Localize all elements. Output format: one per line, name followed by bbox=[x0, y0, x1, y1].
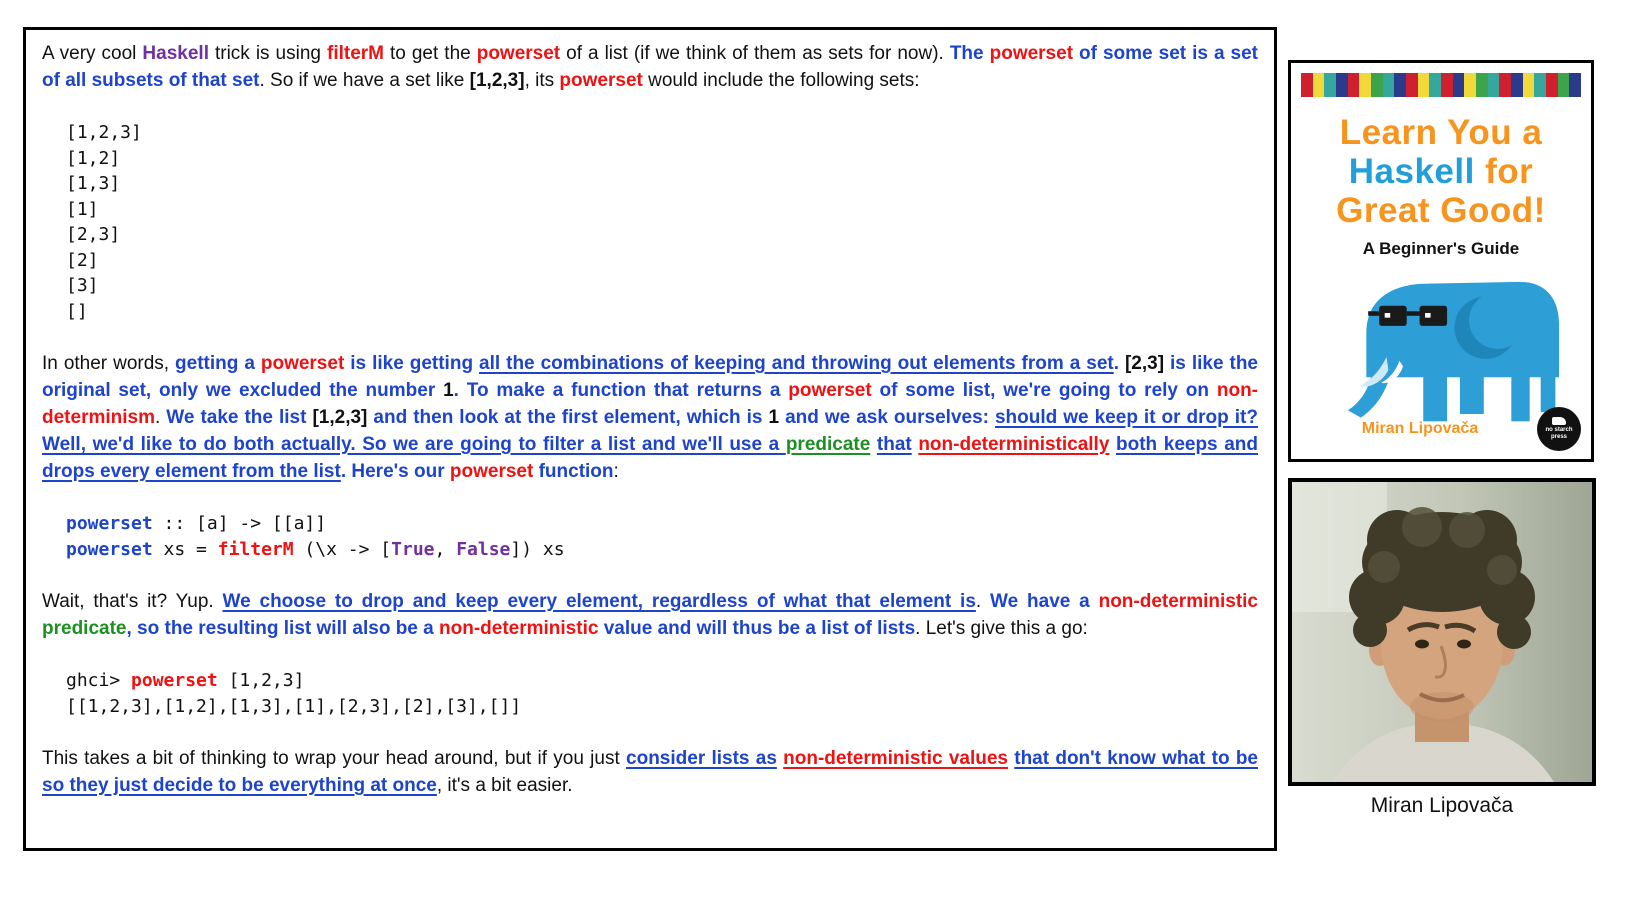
stripe-bar bbox=[1313, 73, 1325, 97]
stripe-bar bbox=[1418, 73, 1430, 97]
stripe-bar bbox=[1534, 73, 1546, 97]
code-line: [2,3] bbox=[66, 224, 121, 245]
code-block-powerset-listing bbox=[42, 120, 1258, 324]
stripe-bar bbox=[1523, 73, 1535, 97]
code-block-powerset-function bbox=[42, 511, 1258, 562]
article-panel bbox=[23, 27, 1277, 851]
cover-author-name: Miran Lipovača bbox=[1361, 420, 1479, 437]
paragraph-intro: A very cool Haskell trick is using filterM to get the powerset of a list (if we think of them as sets for now). The powerset of some set is a set of all subsets of that set. So if we have a set like [1,2,3], its powerset would include the following sets: bbox=[42, 43, 1259, 91]
stripe-bar bbox=[1336, 73, 1348, 97]
code-line: powerset xs = filterM (\x -> [True, False]) xs bbox=[66, 538, 565, 560]
code-line: [[1,2,3],[1,2],[1,3],[1],[2,3],[2],[3],[]] bbox=[66, 695, 522, 717]
code-line: [] bbox=[66, 300, 88, 322]
stripe-bar bbox=[1406, 73, 1418, 97]
paragraph-explanation: In other words, getting a powerset is like getting all the combinations of keeping and throwing out elements from a set. [2,3] is like the original set, only we excluded the number 1. To make a function that returns a powerset of some list, we're going to rely on non-determinism. We take the list [1,2,3] and then look at the first element, which is 1 and we ask ourselves: should we keep it or drop it? Well, we'd like to do both actually. So we are going to filter a list and we'll use a predicate that non-deterministically both keeps and drops every element from the list. Here's our powerset function: bbox=[42, 353, 1259, 482]
stripe-bar bbox=[1348, 73, 1360, 97]
author-photo-frame bbox=[1288, 478, 1596, 786]
book-title-line1: Learn You a bbox=[1339, 113, 1543, 152]
code-line: [1,2,3] bbox=[66, 122, 142, 143]
stripe-bar bbox=[1511, 73, 1523, 97]
no-starch-press-logo: no starch press bbox=[1537, 407, 1581, 451]
code-line: [1,2] bbox=[66, 147, 121, 169]
stripe-bar bbox=[1394, 73, 1406, 97]
code-line: [1,3] bbox=[66, 173, 121, 194]
stripe-bar bbox=[1453, 73, 1465, 97]
stripe-bar bbox=[1558, 73, 1570, 97]
paragraph-wait: Wait, that's it? Yup. We choose to drop and keep every element, regardless of what that element is. We have a non-deterministic predicate, so the resulting list will also be a non-deterministic value and will thus be a list of lists. Let's give this a go: bbox=[42, 591, 1258, 639]
stripe-bar bbox=[1488, 73, 1500, 97]
code-line: [1] bbox=[66, 198, 99, 220]
stripe-bar bbox=[1371, 73, 1383, 97]
stripe-bar bbox=[1476, 73, 1488, 97]
press-iron-icon bbox=[1552, 417, 1566, 425]
book-title-line3: Great Good! bbox=[1336, 191, 1546, 230]
book-subtitle: A Beginner's Guide bbox=[1362, 239, 1520, 258]
author-portrait-image bbox=[1292, 482, 1592, 782]
book-title bbox=[1291, 113, 1591, 230]
stripe-bar bbox=[1499, 73, 1511, 97]
stripe-bar bbox=[1324, 73, 1336, 97]
paragraph-conclusion: This takes a bit of thinking to wrap your head around, but if you just consider lists as non-deterministic values that don't know what to be so they just decide to be everything at once, it's a bit easier. bbox=[42, 748, 1258, 796]
stripe-bar bbox=[1546, 73, 1558, 97]
book-title-line2: Haskell for bbox=[1348, 152, 1534, 191]
code-line: powerset :: [a] -> [[a]] bbox=[66, 513, 327, 534]
stripe-bar bbox=[1301, 73, 1313, 97]
elephant-illustration bbox=[1329, 269, 1573, 425]
stripe-bar bbox=[1429, 73, 1441, 97]
stripe-bar bbox=[1569, 73, 1581, 97]
code-line: [3] bbox=[66, 275, 99, 296]
cover-color-stripe bbox=[1301, 73, 1581, 97]
code-line: ghci> powerset [1,2,3] bbox=[66, 670, 305, 691]
book-cover bbox=[1288, 60, 1594, 462]
stripe-bar bbox=[1441, 73, 1453, 97]
photo-caption: Miran Lipovača bbox=[1370, 794, 1514, 817]
code-block-ghci-session bbox=[42, 668, 1258, 719]
code-line: [2] bbox=[66, 249, 99, 271]
stripe-bar bbox=[1464, 73, 1476, 97]
stripe-bar bbox=[1383, 73, 1395, 97]
stripe-bar bbox=[1359, 73, 1371, 97]
